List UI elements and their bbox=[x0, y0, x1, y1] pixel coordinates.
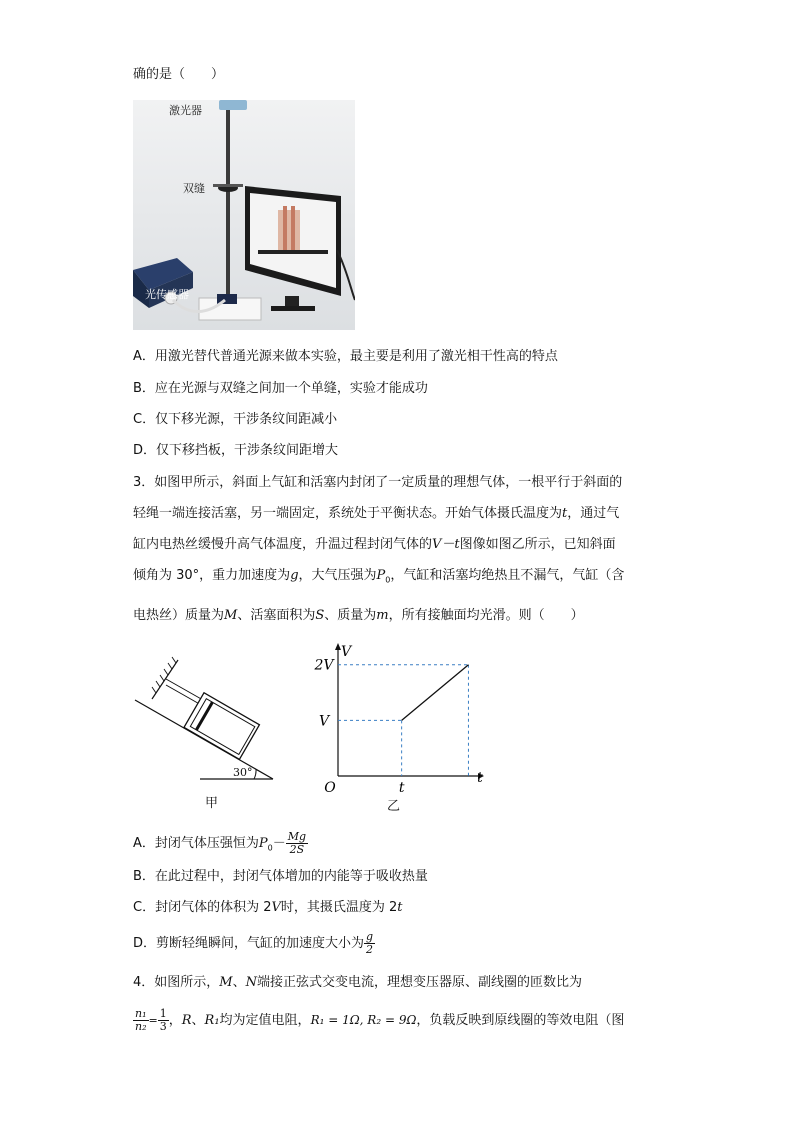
q4-stem-line-1: 4．如图所示，M、N端接正弦式交变电流，理想变压器原、副线圈的匝数比为 bbox=[133, 975, 582, 990]
question-continuation: 确的是（ ） bbox=[133, 67, 225, 82]
x-axis-label: t bbox=[477, 770, 483, 786]
origin-label: O bbox=[324, 780, 336, 796]
label-laser: 激光器 bbox=[169, 104, 202, 117]
y-tick-2v: 2V bbox=[314, 657, 334, 674]
stand-pole bbox=[226, 110, 230, 300]
q3-stem-line-1: 3．如图甲所示，斜面上气缸和活塞内封闭了一定质量的理想气体，一根平行于斜面的 bbox=[133, 475, 623, 490]
q3-stem-line-2: 轻绳一端连接活塞，另一端固定，系统处于平衡状态。开始气体摄氏温度为t，通过气 bbox=[133, 506, 620, 521]
laser-device bbox=[219, 100, 247, 110]
q3-stem-line-4: 倾角为 30°，重力加速度为g，大气压强为$P_0$，气缸和活塞均绝热且不漏气，气缸（含 bbox=[133, 568, 625, 585]
q2-option-b[interactable]: B．应在光源与双缝之间加一个单缝，实验才能成功 bbox=[133, 381, 428, 396]
y-tick-v: V bbox=[318, 713, 330, 730]
fixed-wall bbox=[152, 660, 178, 699]
q3-option-c[interactable]: C．封闭气体的体积为 2V时，其摄氏温度为 2t bbox=[133, 900, 403, 915]
q2-option-a[interactable]: A．用激光替代普通光源来做本实验，最主要是利用了激光相干性高的特点 bbox=[133, 349, 558, 364]
x-tick-t: t bbox=[398, 780, 405, 796]
wall-hatching bbox=[152, 657, 176, 693]
angle-label: 30° bbox=[233, 766, 253, 779]
angle-arc bbox=[254, 769, 256, 779]
q2-option-c[interactable]: C．仅下移光源，干涉条纹间距减小 bbox=[133, 412, 338, 427]
label-double-slit: 双缝 bbox=[183, 182, 205, 195]
label-light-sensor: 光传感器 bbox=[145, 288, 189, 301]
figure-jia-caption: 甲 bbox=[205, 796, 219, 811]
figure-yi-caption: 乙 bbox=[387, 799, 401, 814]
q3-option-b[interactable]: B．在此过程中，封闭气体增加的内能等于吸收热量 bbox=[133, 869, 428, 884]
q3-stem-line-3: 缸内电热丝缓慢升高气体温度，升温过程封闭气体的V－t图像如图乙所示，已知斜面 bbox=[133, 537, 616, 552]
figure-jia bbox=[130, 655, 290, 815]
cylinder bbox=[184, 693, 259, 760]
q3-option-a[interactable]: A．封闭气体压强恒为$P_0-$ $\frac{Mg}{2S}$ bbox=[133, 830, 307, 856]
q3-option-d[interactable]: D．剪断轻绳瞬间，气缸的加速度大小为 $\frac{g}{2}$ bbox=[133, 930, 374, 956]
y-axis-label: V bbox=[340, 644, 352, 660]
rope bbox=[166, 679, 203, 700]
q2-option-d[interactable]: D．仅下移挡板，干涉条纹间距增大 bbox=[133, 443, 339, 458]
q4-stem-line-2: $\frac{\text{n₁}}{\text{n₂}}$ = $\frac{1}{3}$ ，R、R₁均为定值电阻，R₁ = 1Ω, R₂ = 9Ω，负载反映到原线圈的等效电阻（图 bbox=[135, 1007, 625, 1033]
experiment-photo bbox=[133, 100, 355, 330]
q3-stem-line-5: 电热丝）质量为M、活塞面积为S、质量为m，所有接触面均光滑。则（ ） bbox=[133, 608, 584, 623]
vt-chart bbox=[308, 640, 488, 820]
vt-series-line bbox=[402, 665, 469, 721]
